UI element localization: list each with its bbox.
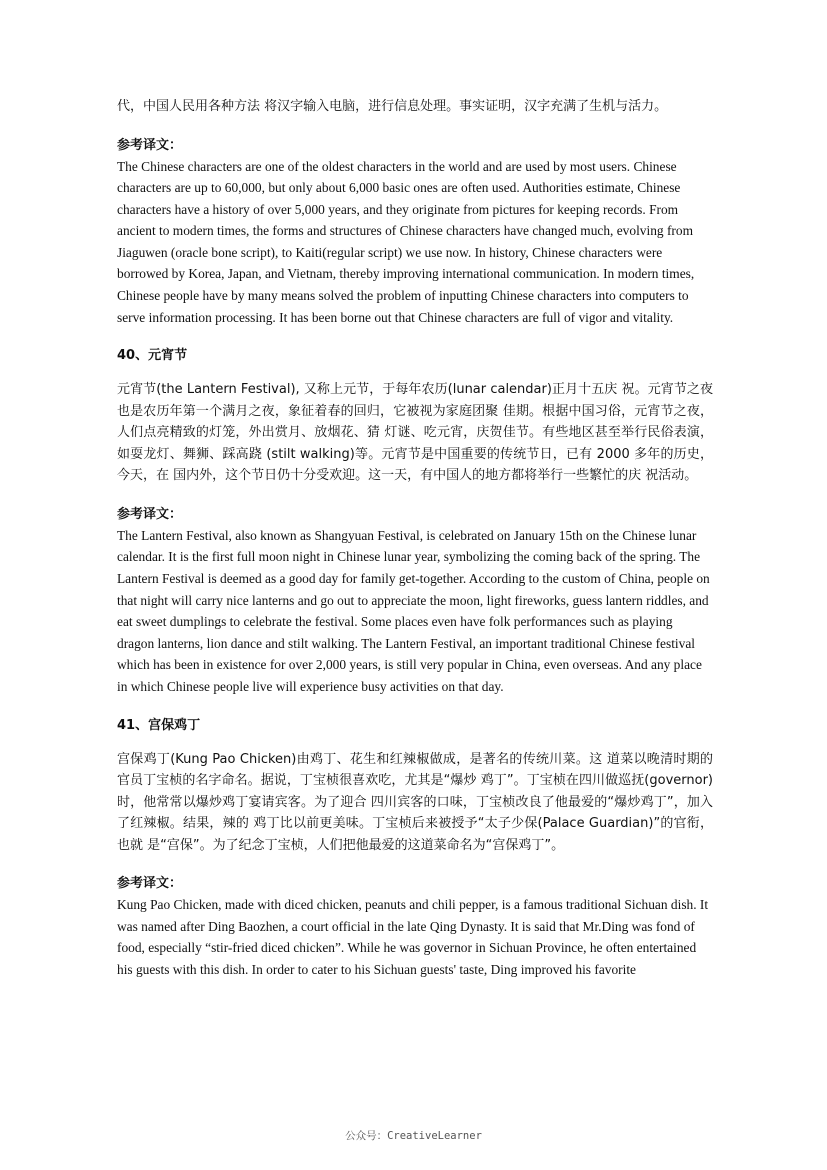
translation-chinese-characters: The Chinese characters are one of the oldest characters in the world and are used by most users. Chinese characters are up to 60,000, but only about 6,000 basic ones are often used. Authorities estimate, Chinese characters have a history of over 5,000 years, and they originate from pictures for keeping records. From ancient to modern times, the forms and structures of Chinese characters have changed much, evolving from Jiaguwen (oracle bone script), to Kaiti(regular script) we use now. In history, Chinese characters were borrowed by Korea, Japan, and Vietnam, thereby improving international communication. In modern times, Chinese people have by many means solved the problem of inputting Chinese characters into computers to serve information processing. It has been borne out that Chinese characters are full of vigor and vitality.	[117, 158, 695, 325]
translation-kung-pao-chicken: Kung Pao Chicken, made with diced chicken, peanuts and chili pepper, is a famous traditional Sichuan dish. It was named after Ding Baozhen, a court official in the late Qing Dynasty. It is said that Mr.Ding was fond of food, especially “stir-fried diced chicken”. While he was governor in Sichuan Province, he often entertained his guests with this dish. In order to cater to his Sichuan guests' taste, Ding improved his favorite	[117, 897, 709, 977]
spacer	[117, 736, 713, 749]
spacer	[117, 118, 713, 135]
spacer	[117, 328, 713, 345]
source-lantern-festival: 元宵节(the Lantern Festival), 又称上元节，于每年农历(lunar calendar)正月十五庆 祝。元宵节之夜也是农历年第一个满月之夜，象征着春的回归，它被视为家庭团聚 佳期。根据中国习俗，元宵节之夜，人们点亮精致的灯笼，外出赏月、放烟花、猜 灯谜、吃元宵，庆贺佳节。有些地区甚至举行民俗表演，如耍龙灯、舞狮、踩高跷 (stilt walking)等。元宵节是中国重要的传统节日，已有 2000 多年的历史，今天，在 国内外，这个节日仍十分受欢迎。这一天，有中国人的地方都将举行一些繁忙的庆 祝活动。	[117, 382, 713, 484]
spacer	[117, 366, 713, 379]
translation-label-kung-pao-chicken: 参考译文：	[117, 876, 183, 891]
heading-lantern-festival: 40、元宵节	[117, 348, 188, 364]
spacer	[117, 487, 713, 504]
intro-paragraph-end: 代，中国人民用各种方法 将汉字输入电脑，进行信息处理。事实证明，汉字充满了生机与活力。	[117, 99, 668, 114]
heading-kung-pao-chicken: 41、宫保鸡丁	[117, 717, 201, 733]
translation-lantern-festival: The Lantern Festival, also known as Shangyuan Festival, is celebrated on January 15th on the Chinese lunar calendar. It is the first full moon night in Chinese lunar year, symbolizing the coming back of the spring. The Lantern Festival is deemed as a good day for family get-together. According to the custom of China, people on that night will carry nice lanterns and go out to appreciate the moon, light fireworks, guess lantern riddles, and eat sweet dumplings to celebrate the festival. Some places even have folk performances such as playing dragon lanterns, lion dance and stilt walking. The Lantern Festival, an important traditional Chinese festival which has been in existence for over 2,000 years, is still very popular in China, even overseas. And any place in which Chinese people live will experience busy activities on that day.	[117, 527, 710, 694]
page-footer: 公众号：CreativeLearner	[345, 1130, 482, 1142]
translation-label-chinese-characters: 参考译文：	[117, 137, 183, 153]
document-body	[117, 96, 713, 980]
spacer	[117, 856, 713, 873]
source-kung-pao-chicken: 宫保鸡丁(Kung Pao Chicken)由鸡丁、花生和红辣椒做成，是著名的传统川菜。这 道菜以晚清时期的官员丁宝桢的名字命名。据说，丁宝桢很喜欢吃，尤其是“爆炒 鸡丁”。丁宝桢在四川做巡抚(governor)时，他常常以爆炒鸡丁宴请宾客。为了迎合 四川宾客的口味，丁宝桢改良了他最爱的“爆炒鸡丁”，加入了红辣椒。结果，辣的 鸡丁比以前更美味。丁宝桢后来被授予“太子少保(Palace Guardian)”的官衔，也就 是“宫保”。为了纪念丁宝桢，人们把他最爱的这道菜命名为“宫保鸡丁”。	[117, 751, 713, 853]
spacer	[117, 698, 713, 715]
translation-label-lantern-festival: 参考译文：	[117, 506, 183, 522]
